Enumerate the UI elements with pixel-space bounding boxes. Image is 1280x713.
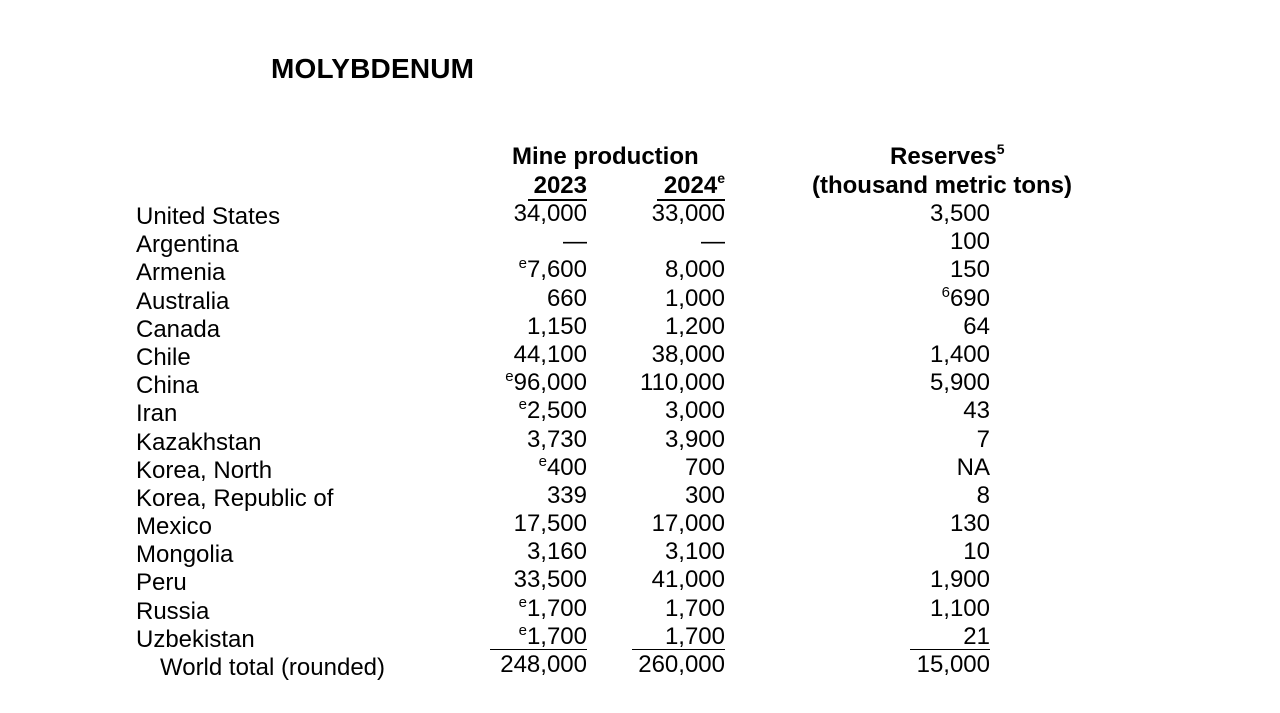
reserves-value: 64 [963,312,990,340]
country-name: Kazakhstan [136,428,262,456]
production-2023 [490,595,587,623]
production-2024: 1,700 [632,623,725,650]
production-2023-value: 3,730 [526,425,587,453]
production-2024: 1,200 [664,312,725,340]
production-2023 [490,454,587,482]
country-name: Mongolia [136,541,234,569]
production-2023 [490,369,587,397]
country-name: Peru [136,569,187,597]
production-2023-value: 3,160 [526,538,587,566]
reserves [910,623,990,650]
production-2024: 3,900 [664,425,725,453]
production-2023 [490,482,587,510]
country-name: Uzbekistan [136,625,255,653]
reserves-footnote-marker: 5 [996,141,1005,157]
table-row [0,538,1280,569]
production-2024: 1,700 [664,594,725,622]
production-2023-value: 33,500 [513,566,587,594]
page-title: MOLYBDENUM [271,53,475,84]
production-2024: 41,000 [651,566,725,594]
reserves-value: 8 [976,481,990,509]
reserves [910,454,990,482]
production-2023 [490,566,587,594]
estimate-marker: e [505,368,514,386]
reserves-footnote-marker: 6 [941,283,950,301]
estimate-marker: e [518,593,527,611]
reserves-value: 100 [949,228,990,256]
reserves [910,397,990,425]
production-2024: 110,000 [640,369,725,397]
production-2023-value: 400 [546,453,587,481]
country-name: Korea, North [136,456,273,484]
reserves-value: 1,100 [929,594,990,622]
total-reserves: 15,000 [916,651,990,678]
production-2024: 17,000 [651,510,725,538]
country-name: Armenia [136,259,226,287]
reserves-value: 1,400 [929,340,990,368]
production-2023 [490,285,587,313]
year-2024-header [657,172,725,201]
table-row [0,454,1280,482]
production-2023 [490,623,587,650]
production-2023 [490,313,587,341]
production-2023 [490,341,587,369]
production-2023 [490,510,587,538]
production-2023-value: 7,600 [526,256,587,284]
production-2023-value: 34,000 [513,200,587,227]
production-2023-value: — [563,228,587,256]
production-2024: 300 [684,481,725,509]
production-2023 [490,538,587,566]
table-row [0,623,1280,651]
reserves-value: 3,500 [929,200,990,227]
country-name: Chile [136,343,191,371]
estimate-marker: e [518,621,527,639]
total-production-2024: 260,000 [638,651,725,678]
country-name: China [136,372,199,400]
country-name: Mexico [136,513,213,541]
country-name: Argentina [136,231,239,259]
production-2023 [490,397,587,425]
table-row [0,228,1280,259]
reserves-units-header: (thousand metric tons) [812,172,1073,199]
reserves [910,482,990,510]
production-2024: 38,000 [651,340,725,368]
table-row [0,313,1280,341]
production-2023-value: 660 [546,284,587,312]
production-table [0,200,1280,679]
reserves [910,256,990,284]
table-row [0,200,1280,228]
production-2023 [490,228,587,256]
estimate-marker: e [538,452,547,470]
table-row [0,510,1280,541]
reserves [910,566,990,594]
reserves [910,426,990,454]
reserves [910,313,990,341]
reserves-value: 21 [963,622,990,650]
table-row [0,341,1280,369]
production-2024: 3,100 [664,538,725,566]
production-2023-value: 96,000 [513,369,587,397]
reserves-value: 7 [976,425,990,453]
table-row [0,285,1280,313]
reserves-header-label: Reserves [890,143,997,170]
table-row [0,396,1280,428]
production-2024: 8,000 [664,256,725,284]
total-production-2023: 248,000 [500,651,587,678]
table-row [0,566,1280,597]
production-2023-value: 17,500 [513,510,587,538]
reserves-value: 690 [949,284,990,312]
mine-production-header: Mine production [512,143,699,170]
year-2024-label: 2024 [663,172,718,199]
production-2023-value: 339 [546,481,587,509]
total-label: World total (rounded) [160,654,385,681]
estimate-marker: e [518,396,527,414]
production-2024: 33,000 [651,200,725,227]
country-name: United States [136,203,281,230]
year-2024-estimate-marker: e [717,170,725,186]
reserves-value: 130 [949,510,990,538]
production-2023 [490,426,587,454]
production-2024: 1,000 [664,284,725,312]
reserves-value: 10 [963,538,990,566]
reserves-value: 5,900 [929,369,990,397]
reserves [910,369,990,397]
reserves [910,510,990,538]
production-2024: 3,000 [664,397,725,425]
table-row [0,368,1280,400]
reserves [910,200,990,228]
production-2024: — [701,228,725,256]
reserves-value: 1,900 [929,566,990,594]
total-row [0,651,1280,679]
year-2023-header: 2023 [528,172,587,201]
production-2024: 700 [684,453,725,481]
table-row [0,482,1280,510]
production-2023-value: 1,150 [526,312,587,340]
reserves [910,341,990,369]
reserves-value: 43 [963,397,990,425]
production-2023 [490,256,587,284]
reserves [910,228,990,256]
production-2023-value: 1,700 [526,594,587,622]
table-row [0,255,1280,287]
reserves-value: 150 [949,256,990,284]
production-2023 [490,200,587,228]
country-name: Canada [136,315,221,343]
reserves [910,538,990,566]
country-name: Iran [136,400,178,428]
reserves [910,595,990,623]
production-2023-value: 2,500 [526,397,587,425]
reserves-header [890,143,1005,171]
estimate-marker: e [518,255,527,273]
production-2023-value: 44,100 [513,340,587,368]
country-name: Australia [136,287,230,315]
country-name: Russia [136,597,210,625]
country-name: Korea, Republic of [136,484,334,512]
reserves-value: NA [956,453,990,481]
table-row [0,426,1280,454]
production-2023-value: 1,700 [526,622,587,650]
table-row [0,595,1280,623]
reserves [910,285,990,313]
